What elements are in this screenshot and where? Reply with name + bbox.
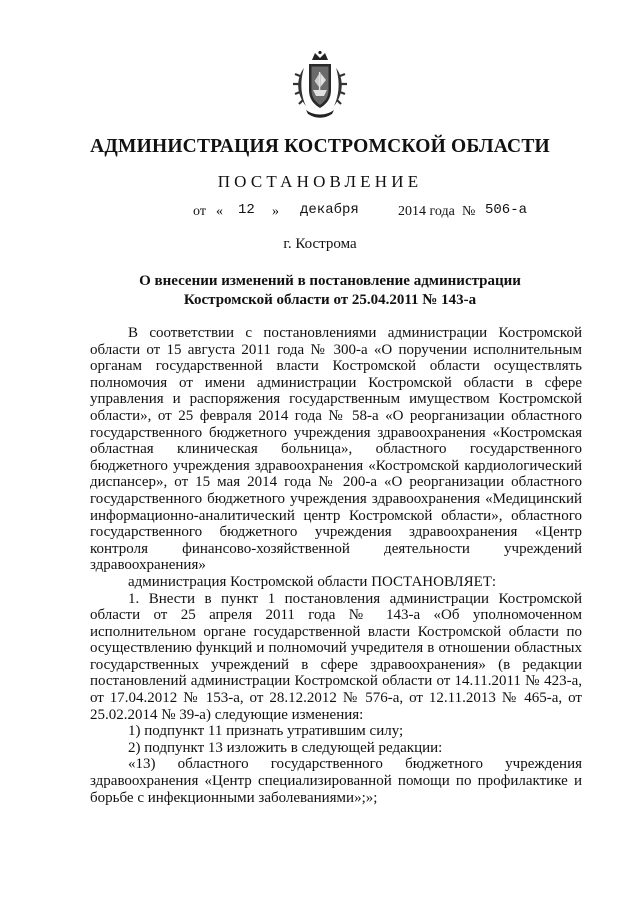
date-from-label: от [193, 204, 206, 219]
date-quote-open: « [216, 204, 223, 219]
body-paragraph-4: 1) подпункт 11 признать утратившим силу; [128, 723, 404, 740]
date-quote-close: » [272, 204, 279, 219]
document-number: 506-а [485, 202, 528, 218]
coat-of-arms-icon [290, 50, 350, 120]
date-year: 2014 года [398, 204, 455, 219]
body-paragraph-6: «13) областного государственного бюджетного учреждения здравоохранения «Центр специализированной помощи по профилактике и борьбе с инфекционными заболеваниями»;»; [90, 756, 582, 806]
title-line-2: Костромской области от 25.04.2011 № 143-а [183, 292, 477, 308]
body-paragraph-5: 2) подпункт 13 изложить в следующей редакции: [128, 739, 443, 756]
title-line-1: О внесении изменений в постановление администрации [139, 273, 521, 289]
document-title [110, 272, 550, 310]
body-paragraph-3: 1. Внести в пункт 1 постановления администрации Костромской области от 25 апреля 2011 года № 143-а «Об уполномоченном исполнительном органе государственной власти Костромской области по осуществлению функций и полномочий учредителя в отношении областных государственных учреждений в сфере здравоохранения» (в редакции постановлений администрации Костромской области от 14.11.2011 № 423-а, от 17.04.2012 № 153-а, от 28.12.2012 № 576-а, от 12.11.2013 № 465-а, от 25.02.2014 № 39-а) следующие изменения: [90, 590, 582, 723]
document-type-heading: ПОСТАНОВЛЕНИЕ [217, 172, 423, 191]
city-line: г. Кострома [283, 236, 357, 252]
body-paragraph-2: администрация Костромской области ПОСТАНОВЛЯЕТ: [128, 573, 497, 590]
date-month: декабря [300, 202, 359, 218]
body-paragraph-1: В соответствии с постановлениями администрации Костромской области от 15 августа 2011 года № 300-а «О поручении исполнительным органам государственной власти Костромской области осуществлять полномочия от имени администрации Костромской области в сфере управления и распоряжения государственным имуществом Костромской области», от 25 февраля 2014 года № 58-а «О реорганизации областного государственного бюджетного учреждения здравоохранения «Костромская областная клиническая больница», областного государственного бюджетного учреждения здравоохранения «Костромской кардиологический диспансер», от 15 мая 2014 года № 200-а «О реорганизации областного государственного бюджетного учреждения здравоохранения «Медицинский информационно-аналитический центр Костромской области», областного государственного бюджетного учреждения здравоохранения «Центр контроля финансово-хозяйственной деятельности учреждений здравоохранения» [90, 325, 582, 574]
document-body [90, 325, 582, 806]
organization-heading: АДМИНИСТРАЦИЯ КОСТРОМСКОЙ ОБЛАСТИ [90, 136, 550, 157]
date-day: 12 [238, 202, 255, 218]
document-number-label: № [462, 204, 476, 219]
